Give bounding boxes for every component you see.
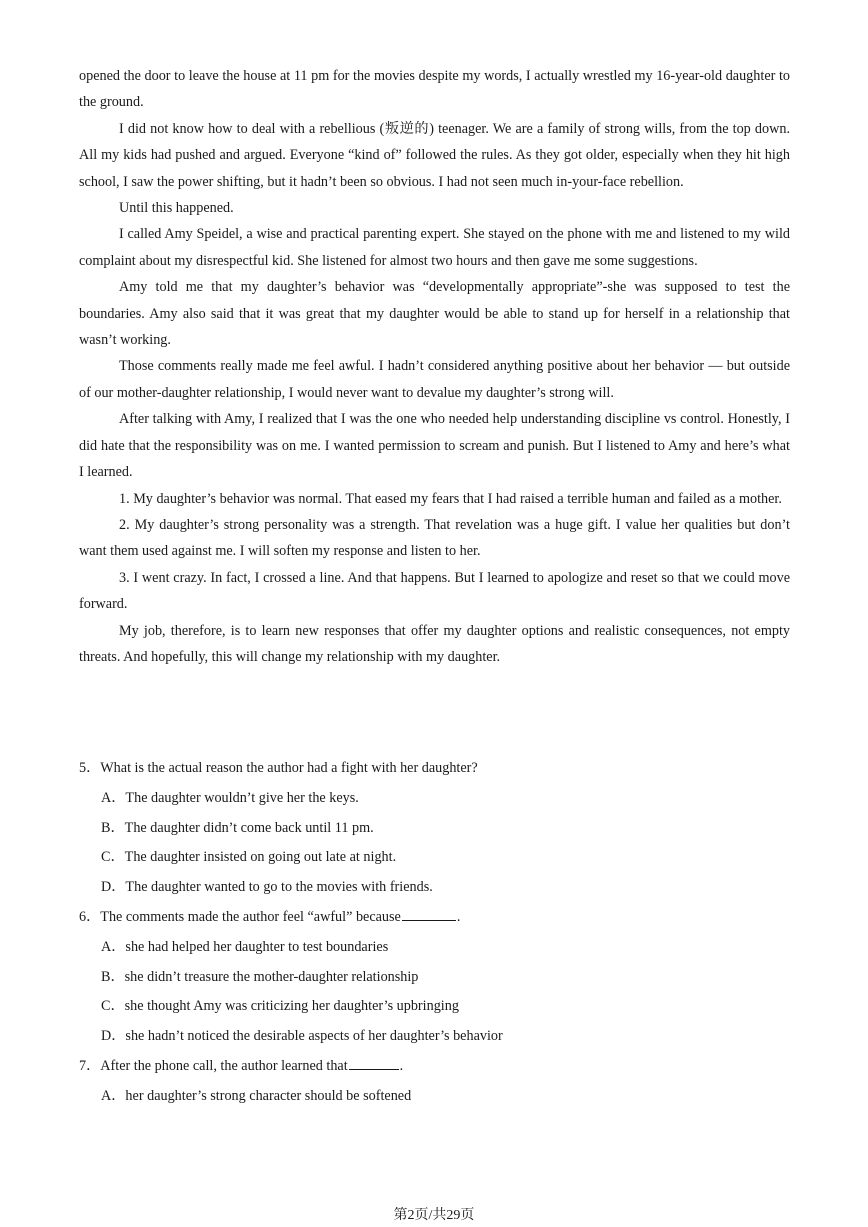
question-6: [79, 903, 790, 1052]
passage-paragraph: My job, therefore, is to learn new responses that offer my daughter options and realistic consequences, not empty threats. And hopefully, this will change my relationship with my daughter.: [79, 622, 790, 665]
option-b[interactable]: B．she didn’t treasure the mother-daughter relationship: [101, 968, 419, 985]
option-a[interactable]: A．The daughter wouldn’t give her the keys.: [101, 789, 359, 806]
option-d[interactable]: D．she hadn’t noticed the desirable aspects of her daughter’s behavior: [101, 1028, 503, 1045]
passage-paragraph: 3. I went crazy. In fact, I crossed a line. And that happens. But I learned to apologize and reset so that we could move forward.: [79, 569, 790, 613]
passage-paragraph: Amy told me that my daughter’s behavior was “developmentally appropriate”-she was supposed to test the boundaries. Amy also said that it was great that my daughter would be able to stand up for herself in a relationship that wasn’t working.: [79, 279, 790, 349]
passage-paragraph: I did not know how to deal with a rebellious (叛逆的) teenager. We are a family of strong wills, from the top down. All my kids had pushed and argued. Everyone “kind of” followed the rules. As they got older, especially when they hit high school, I saw the power shifting, but it hadn’t been so obvious. I had not seen much in-your-face rebellion.: [79, 120, 790, 190]
option-a[interactable]: A．she had helped her daughter to test boundaries: [101, 938, 389, 955]
question-stem-end: .: [456, 908, 461, 925]
reading-passage: [79, 63, 790, 670]
passage-paragraph: 1. My daughter’s behavior was normal. That eased my fears that I had raised a terrible human and failed as a mother.: [119, 490, 782, 507]
question-stem: [79, 1052, 790, 1082]
page-number: 第2页/共29页: [393, 1208, 475, 1223]
option-d[interactable]: D．The daughter wanted to go to the movies with friends.: [101, 879, 433, 896]
option-c[interactable]: C．The daughter insisted on going out late at night.: [101, 849, 397, 866]
question-stem: 5．What is the actual reason the author had a fight with her daughter?: [79, 760, 478, 776]
answer-blank: [349, 1054, 399, 1070]
passage-paragraph: opened the door to leave the house at 11 pm for the movies despite my words, I actually wrestled my 16-year-old daughter to the ground.: [79, 68, 790, 111]
option-a[interactable]: A．her daughter’s strong character should be softened: [101, 1087, 412, 1104]
question-5: [79, 754, 790, 903]
option-c[interactable]: C．she thought Amy was criticizing her daughter’s upbringing: [101, 998, 459, 1015]
passage-paragraph: I called Amy Speidel, a wise and practical parenting expert. She stayed on the phone with me and listened to my wild complaint about my disrespectful kid. She listened for almost two hours and then gave me some suggestions.: [79, 226, 790, 269]
answer-blank: [402, 905, 456, 921]
question-7: [79, 1052, 790, 1112]
question-stem: [79, 903, 790, 933]
passage-paragraph: Those comments really made me feel awful. I hadn’t considered anything positive about her behavior — but outside of our mother-daughter relationship, I would never want to devalue my daughter’s strong will.: [79, 358, 790, 401]
question-stem-text: 7．After the phone call, the author learned that: [79, 1057, 348, 1074]
passage-paragraph: 2. My daughter’s strong personality was a strength. That revelation was a huge gift. I value her qualities but don’t want them used against me. I will soften my response and listen to her.: [79, 516, 790, 560]
question-list: [79, 754, 790, 1112]
option-b[interactable]: B．The daughter didn’t come back until 11 pm.: [101, 819, 374, 836]
question-stem-text: 6．The comments made the author feel “awful” because: [79, 908, 401, 925]
question-stem-end: .: [399, 1057, 404, 1074]
passage-paragraph: After talking with Amy, I realized that I was the one who needed help understanding discipline vs control. Honestly, I did hate that the responsibility was on me. I wanted permission to scream and punish. But I listened to Amy and here’s what I learned.: [79, 411, 790, 481]
passage-paragraph: Until this happened.: [119, 200, 234, 217]
